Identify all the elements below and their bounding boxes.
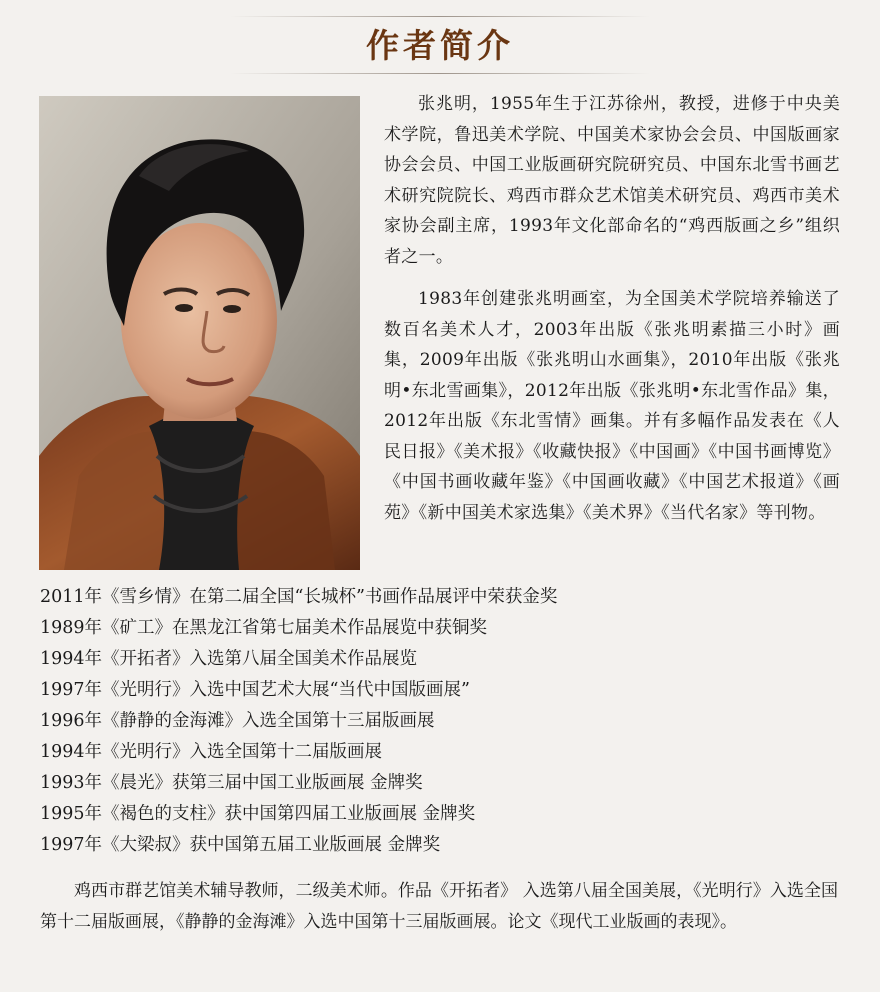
- page-header: [0, 0, 880, 80]
- author-portrait: [39, 96, 360, 570]
- bio-paragraph-2: 1983年创建张兆明画室，为全国美术学院培养输送了数百名美术人才，2003年出版《张兆明素描三小时》画集，2009年出版《张兆明山水画集》，2010年出版《张兆明•东北雪画集》，2012年出版《张兆明•东北雪作品》集，2012年出版《东北雪情》画集。并有多幅作品发表在《人民日报》《美术报》《收藏快报》《中国画》《中国书画博览》《中国书画收藏年鉴》《中国画收藏》《中国艺术报道》《画苑》《新中国美术家选集》《美术界》《当代名家》等刊物。: [384, 289, 840, 523]
- author-bio: [384, 89, 840, 528]
- page-title: 作者简介: [366, 26, 514, 65]
- header-top-rule: [230, 16, 650, 17]
- award-item: 1989年《矿工》在黑龙江省第七届美术作品展览中获铜奖: [40, 618, 488, 638]
- award-item: 1995年《褐色的支柱》获中国第四届工业版画展 金牌奖: [40, 804, 476, 824]
- award-item: 1997年《光明行》入选中国艺术大展“当代中国版画展”: [40, 680, 470, 700]
- award-item: 1996年《静静的金海滩》入选全国第十三届版画展: [40, 711, 435, 731]
- career-summary: 鸡西市群艺馆美术辅导教师，二级美术师。作品《开拓者》 入选第八届全国美展，《光明行》入选全国第十二届版画展，《静静的金海滩》入选中国第十三届版画展。论文《现代工业版画的表现》。: [40, 881, 838, 932]
- award-item: 1997年《大梁叔》获中国第五届工业版画展 金牌奖: [40, 835, 441, 855]
- bio-paragraph-1: 张兆明，1955年生于江苏徐州，教授，进修于中央美术学院，鲁迅美术学院、中国美术家协会会员、中国版画家协会会员、中国工业版画研究院研究员、中国东北雪书画艺术研究院院长、鸡西市群众艺术馆美术研究员、鸡西市美术家协会副主席，1993年文化部命名的“鸡西版画之乡”组织者之一。: [384, 94, 840, 267]
- header-bottom-rule: [230, 73, 650, 74]
- award-item: 2011年《雪乡情》在第二届全国“长城杯”书画作品展评中荣获金奖: [40, 587, 558, 607]
- portrait-illustration: [39, 96, 360, 570]
- award-item: 1994年《光明行》入选全国第十二届版画展: [40, 742, 383, 762]
- award-item: 1993年《晨光》获第三届中国工业版画展 金牌奖: [40, 773, 423, 793]
- award-item: 1994年《开拓者》入选第八届全国美术作品展览: [40, 649, 418, 669]
- awards-list: [40, 582, 840, 861]
